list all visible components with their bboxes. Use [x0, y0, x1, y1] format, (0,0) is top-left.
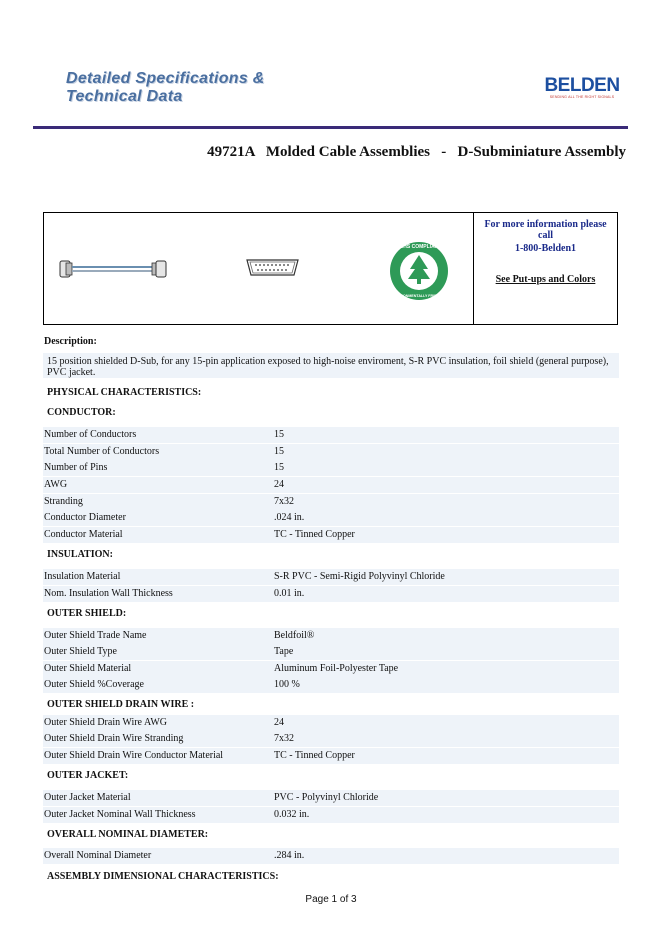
spec-label: Conductor Material [44, 529, 123, 540]
spec-label: Outer Shield %Coverage [44, 679, 144, 690]
drain-wire-heading: OUTER SHIELD DRAIN WIRE : [47, 699, 195, 710]
spec-label: Outer Shield Drain Wire AWG [44, 717, 168, 728]
description-text: 15 position shielded D-Sub, for any 15-pin application exposed to high-noise enviroment, S-R PVC insulation, foil shield (general purpose), PVC jacket. [43, 353, 619, 378]
rohs-top-text: RoHS COMPLIANT [396, 244, 442, 250]
spec-label: Outer Shield Type [44, 646, 117, 657]
spec-value: .284 in. [274, 850, 305, 861]
outer-jacket-heading: OUTER JACKET: [47, 770, 129, 781]
rohs-compliant-badge [390, 242, 448, 300]
logo-tagline: SENDING ALL THE RIGHT SIGNALS [549, 95, 615, 99]
spec-value: 0.032 in. [274, 809, 310, 820]
spec-value: 7x32 [274, 496, 294, 507]
spec-label: Overall Nominal Diameter [44, 850, 152, 861]
document-title-line2: Technical Data [66, 88, 183, 105]
cable-assembly-icon [60, 261, 166, 277]
spec-value: 15 [274, 462, 284, 473]
spec-row [43, 644, 619, 660]
spec-label: Stranding [44, 496, 83, 507]
belden-logo [544, 76, 620, 104]
spec-label: Number of Conductors [44, 429, 137, 440]
product-title: 49721A Molded Cable Assemblies - D-Subminiature Assembly [207, 144, 626, 160]
spec-row [43, 848, 619, 864]
spec-row [43, 731, 619, 747]
spec-row [43, 807, 619, 823]
spec-value: TC - Tinned Copper [274, 529, 355, 540]
info-phone: 1-800-Belden1 [514, 243, 577, 254]
spec-row [43, 748, 619, 764]
overall-diameter-heading: OVERALL NOMINAL DIAMETER: [47, 829, 209, 840]
spec-label: Outer Jacket Nominal Wall Thickness [44, 809, 196, 820]
spec-value: PVC - Polyvinyl Chloride [274, 792, 379, 803]
spec-label: Outer Shield Material [44, 663, 132, 674]
spec-label: Insulation Material [44, 571, 121, 582]
spec-row [43, 715, 619, 731]
description-label: Description: [44, 336, 97, 347]
rohs-bottom-text: ENVIRONMENTALLY FRIENDLY [392, 294, 446, 298]
spec-value: 24 [274, 479, 284, 490]
spec-value: Aluminum Foil-Polyester Tape [274, 663, 399, 674]
outer-shield-heading: OUTER SHIELD: [47, 608, 127, 619]
spec-row [43, 628, 619, 644]
product-images [44, 213, 473, 324]
spec-value: TC - Tinned Copper [274, 750, 355, 761]
logo-text: BELDEN [544, 75, 620, 96]
insulation-heading: INSULATION: [47, 549, 113, 560]
spec-value: 7x32 [274, 733, 294, 744]
spec-value: Beldfoil® [274, 630, 315, 641]
d-sub-connector-icon [247, 260, 298, 275]
spec-value: 15 [274, 429, 284, 440]
spec-value: 15 [274, 446, 284, 457]
spec-row [43, 494, 619, 510]
spec-value: Tape [274, 646, 294, 657]
spec-row [43, 677, 619, 693]
spec-row [43, 790, 619, 806]
spec-label: Outer Shield Drain Wire Stranding [44, 733, 184, 744]
spec-row [43, 661, 619, 677]
header-divider [33, 126, 628, 129]
spec-label: Nom. Insulation Wall Thickness [44, 588, 173, 599]
putups-colors-link[interactable]: See Put-ups and Colors [495, 274, 596, 285]
spec-label: Outer Shield Trade Name [44, 630, 147, 641]
document-title [66, 70, 265, 106]
spec-row [43, 586, 619, 602]
document-title-line1: Detailed Specifications & [66, 70, 265, 87]
spec-value: .024 in. [274, 512, 305, 523]
spec-row [43, 510, 619, 526]
spec-value: 100 % [274, 679, 300, 690]
product-image-box [43, 212, 618, 325]
spec-label: Conductor Diameter [44, 512, 126, 523]
spec-row [43, 460, 619, 476]
info-panel [474, 213, 617, 324]
spec-row [43, 427, 619, 443]
conductor-heading: CONDUCTOR: [47, 407, 116, 418]
physical-characteristics-heading: PHYSICAL CHARACTERISTICS: [47, 387, 202, 398]
spec-row [43, 444, 619, 460]
spec-label: Outer Shield Drain Wire Conductor Material [44, 750, 224, 761]
spec-label: AWG [44, 479, 68, 490]
spec-label: Total Number of Conductors [44, 446, 160, 457]
spec-row [43, 477, 619, 493]
info-call-text: For more information please call [484, 219, 607, 241]
spec-label: Number of Pins [44, 462, 108, 473]
spec-value: 24 [274, 717, 284, 728]
assembly-dimensional-heading: ASSEMBLY DIMENSIONAL CHARACTERISTICS: [47, 871, 279, 882]
spec-value: 0.01 in. [274, 588, 305, 599]
page-number: Page 1 of 3 [305, 894, 357, 905]
spec-value: S-R PVC - Semi-Rigid Polyvinyl Chloride [274, 571, 445, 582]
spec-row [43, 527, 619, 543]
spec-label: Outer Jacket Material [44, 792, 131, 803]
spec-row [43, 569, 619, 585]
